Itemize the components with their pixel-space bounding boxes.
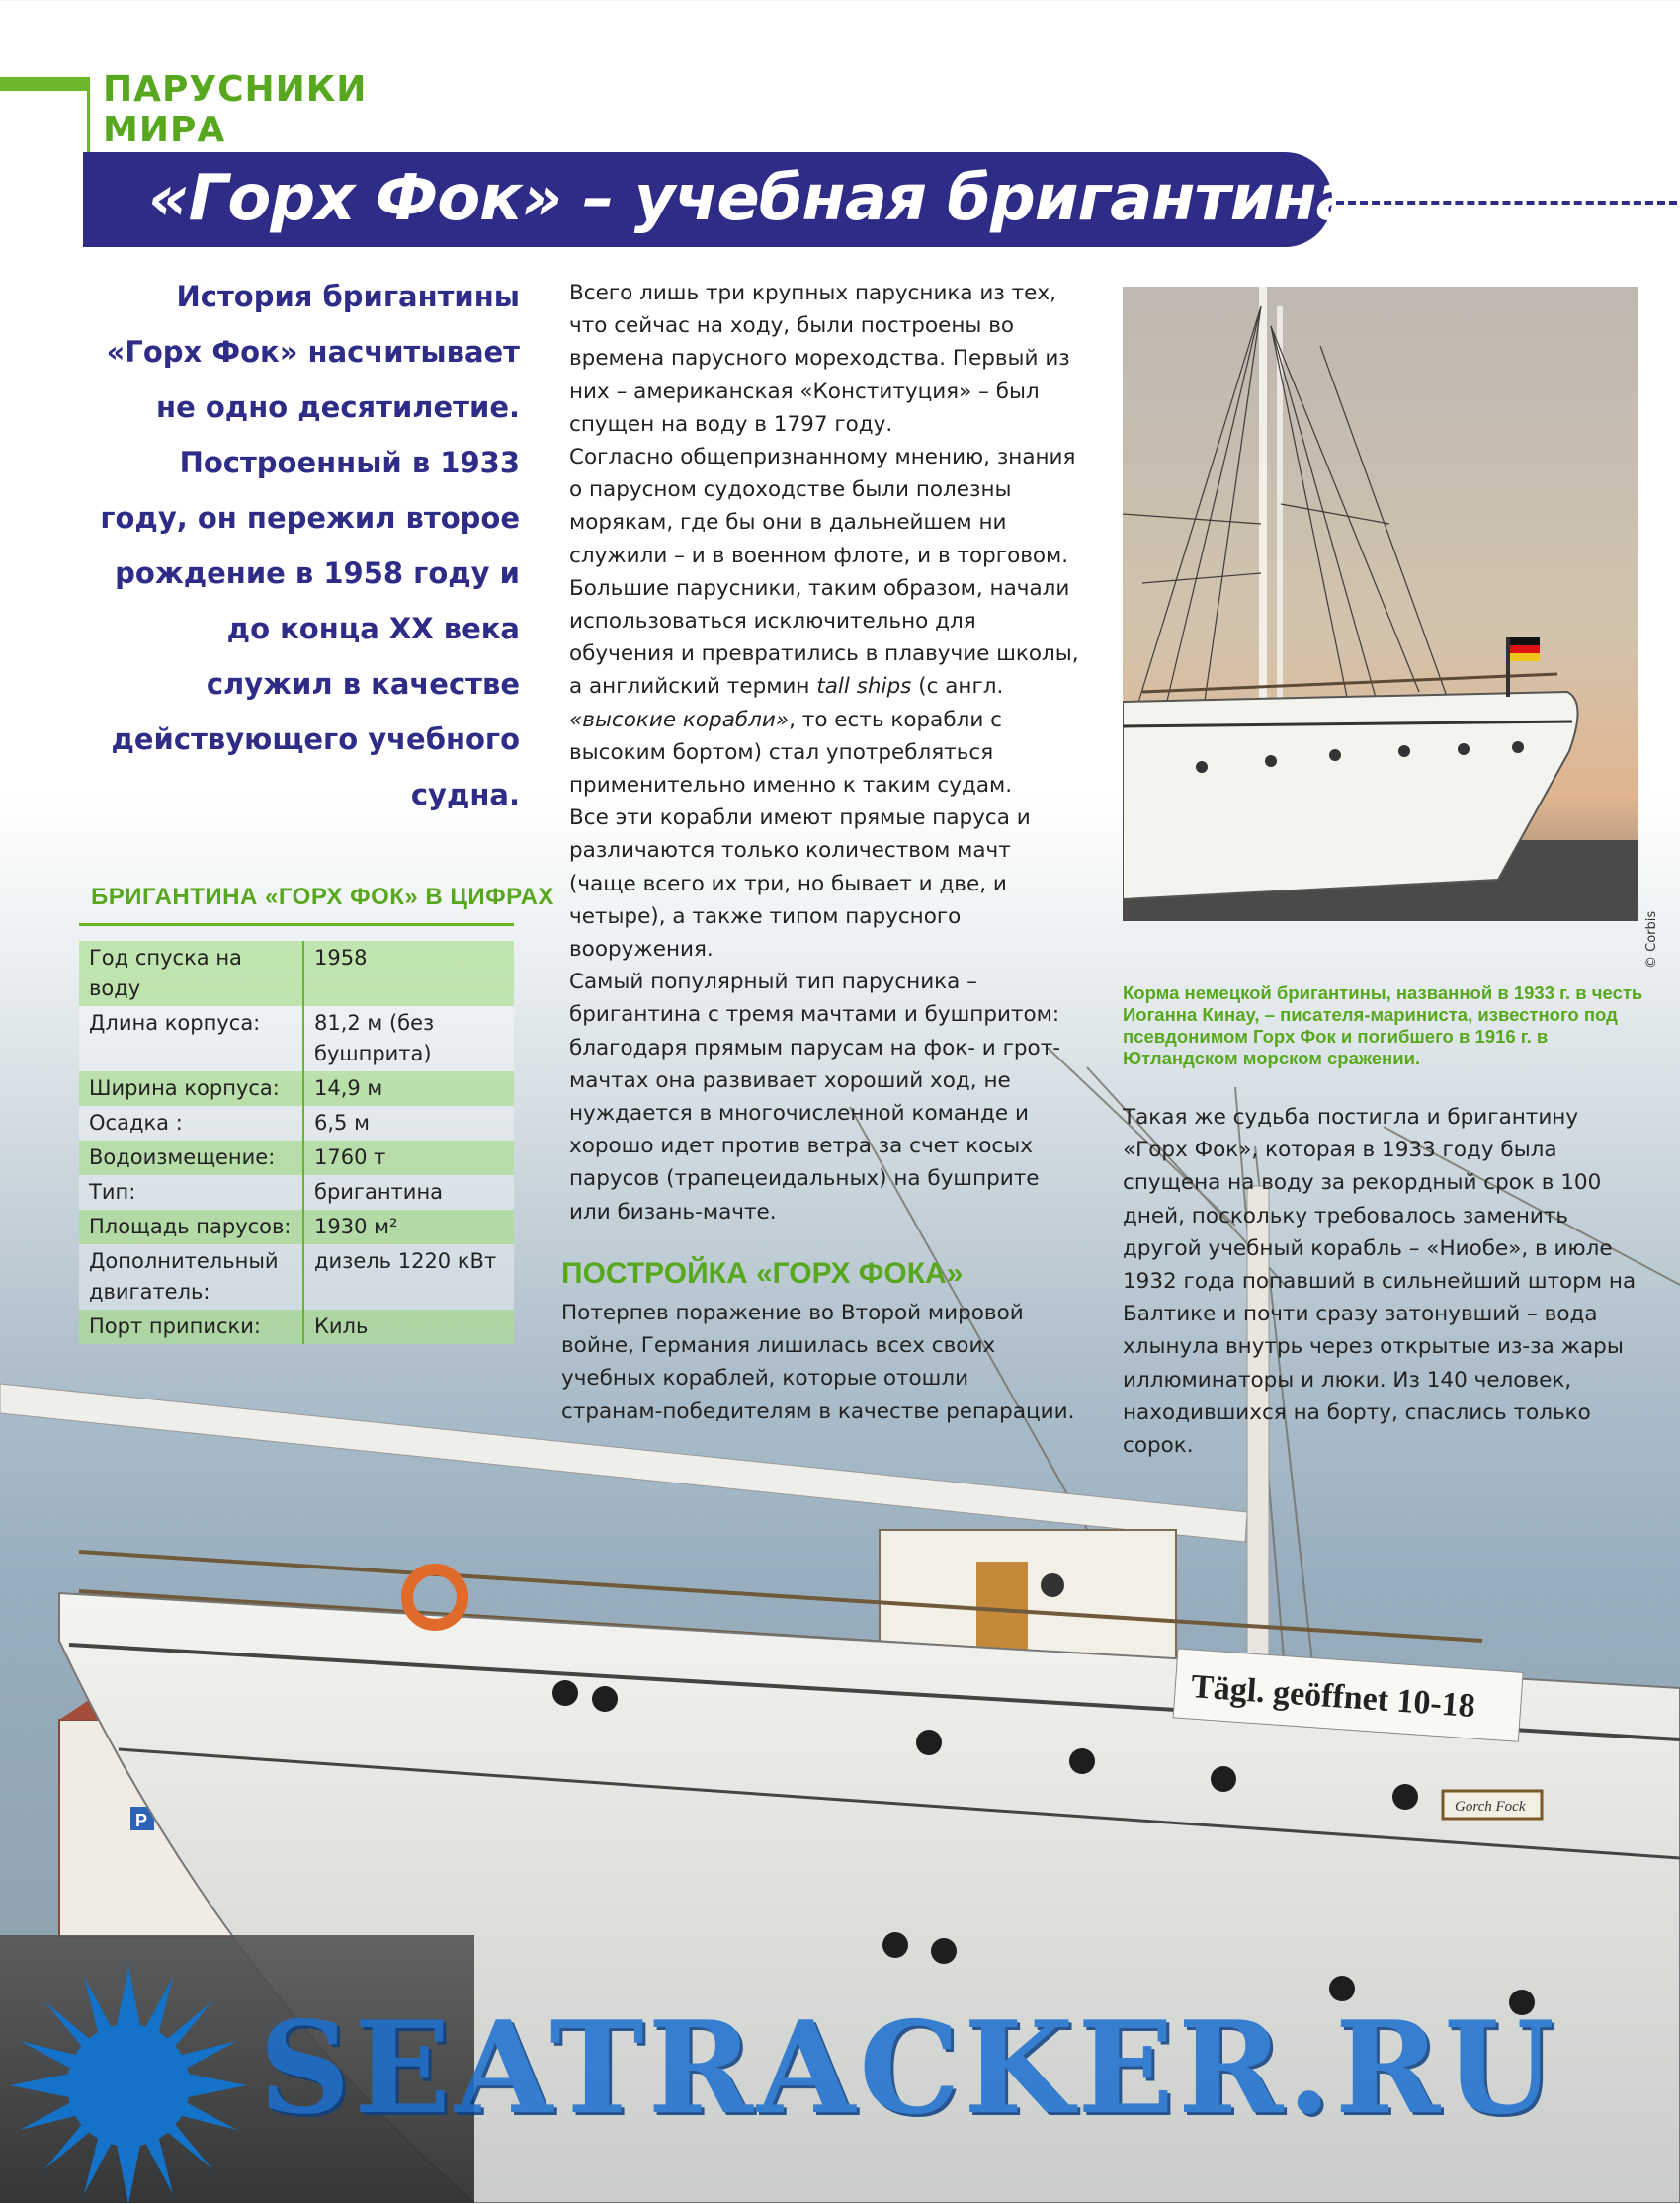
body-text: Согласно общепризнанному мнению, знания о парусном судоходстве были полезны морякам, где бы они в дальнейшем ни служили – и в военном флоте, и в торговом. Большие парусники, таким образом, начали использоваться исключительно для обучения и превратились в плавучие школы, а английский термин [569, 445, 1079, 700]
specs-key: Водоизмещение: [79, 1141, 303, 1175]
body-paragraph: Всего лишь три крупных парусника из тех, что сейчас на ходу, были построены во времена парусного мореходства. Первый из них – американская «Конституция» – был спущен на воду в 1797 году. [569, 281, 1070, 437]
body-text: , то есть корабли с высоким бортом) стал употребляться применительно именно к таким судам. [569, 707, 1013, 799]
specs-value: бригантина [303, 1175, 514, 1210]
photo-caption: Корма немецкой бригантины, названной в 1933 г. в честь Иоганна Кинау, – писателя-мариниста, известного под псевдонимом Горх Фок и погибшего в 1916 г. в Ютландском морском сражении. [1123, 982, 1643, 1068]
specs-value: дизель 1220 кВт [303, 1244, 514, 1310]
title-dashed-rule [1336, 201, 1677, 205]
specs-table [79, 941, 514, 1344]
specs-row [79, 1175, 514, 1210]
body-text: (с англ. [918, 674, 1004, 700]
body-column [569, 277, 1083, 1229]
specs-row [79, 1310, 514, 1344]
parking-sign-label: P [135, 1811, 148, 1830]
specs-row [79, 1244, 514, 1310]
watermark-text: SEATRACKER.RU [259, 1994, 1558, 2143]
body-paragraph: Все эти корабли имеют прямые паруса и различаются только количеством мачт (чаще всего их три, но бывает и две, и четыре), а также типом парусного вооружения. [569, 805, 1031, 963]
section-subheading: ПОСТРОЙКА «ГОРХ ФОКА» [561, 1257, 964, 1290]
specs-row [79, 1210, 514, 1244]
specs-row [79, 1006, 514, 1071]
body-paragraph [569, 441, 1083, 802]
specs-row [79, 1141, 514, 1175]
specs-key: Порт приписки: [79, 1310, 303, 1344]
body-term: «высокие корабли» [569, 707, 790, 732]
specs-value: 14,9 м [303, 1071, 514, 1106]
specs-key: Ширина корпуса: [79, 1071, 303, 1106]
specs-rule [79, 923, 514, 926]
specs-value: 6,5 м [303, 1106, 514, 1141]
body-term: tall ships [816, 674, 912, 700]
body-paragraph-construction: Потерпев поражение во Второй мировой войне, Германия лишилась всех своих учебных кораблей, которые отошли странам-победителям в качестве репарации. [561, 1301, 1075, 1424]
photo-credit: © Corbis [1644, 910, 1659, 969]
right-column-text: Такая же судьба постигла и бригантину «Горх Фок», которая в 1933 году была спущена на воду за рекордный срок в 100 дней, поскольку требовалось заменить другой учебный корабль – «Ниобе», в июле 1932 года попавший в сильнейший шторм на Балтике и почти сразу затонувший – вода хлынула внутрь через открытые из-за жары иллюминаторы и люки. Из 140 человек, находившихся на борту, спаслись только сорок. [1123, 1105, 1637, 1459]
specs-value: 1958 [303, 941, 514, 1006]
specs-value: 1760 т [303, 1141, 514, 1175]
deckhouse-porthole [1041, 1573, 1064, 1597]
specs-key: Площадь парусов: [79, 1210, 303, 1244]
specs-key: Длина корпуса: [79, 1006, 303, 1071]
specs-key: Осадка : [79, 1106, 303, 1141]
ship-nameplate-text: Gorch Fock [1455, 1799, 1526, 1815]
specs-row [79, 1106, 514, 1141]
title-banner [83, 152, 1358, 247]
watermark-sun-icon [10, 1967, 247, 2204]
specs-row [79, 1071, 514, 1106]
specs-key: Год спуска на воду [79, 941, 303, 1006]
page-title: «Горх Фок» – учебная бригантина [148, 162, 1358, 235]
opening-hours-text: Tägl. geöffnet 10-18 [1190, 1668, 1476, 1726]
stern-photo-image [1123, 287, 1638, 921]
section-tag-bar [0, 77, 87, 91]
specs-value: Киль [303, 1310, 514, 1344]
section-tag [0, 69, 474, 150]
specs-key: Дополнительный двигатель: [79, 1244, 303, 1310]
specs-value: 1930 м² [303, 1210, 514, 1244]
specs-row [79, 941, 514, 1006]
specs-key: Тип: [79, 1175, 303, 1210]
specs-value: 81,2 м (без бушприта) [303, 1006, 514, 1071]
specs-title: БРИГАНТИНА «ГОРХ ФОК» В ЦИФРАХ [91, 884, 554, 910]
section-label: ПАРУСНИКИ МИРА [103, 69, 368, 150]
intro-lead: История бригантины «Горх Фок» насчитывает не одно десятилетие. Построенный в 1933 году, он пережил второе рождение в 1958 году и до конца XX века служил в качестве действующего учебного судна. [100, 280, 520, 811]
body-paragraph: Самый популярный тип парусника – бригантина с тремя мачтами и бушпритом: благодаря прямым парусам на фок- и грот-мачтах она развивает хороший ход, не нуждается в многочисленной команде и хорошо идет против ветра за счет косых парусов (трапецеидальных) на бушприте или бизань-мачте. [569, 970, 1060, 1225]
stern-photo [1123, 287, 1638, 921]
